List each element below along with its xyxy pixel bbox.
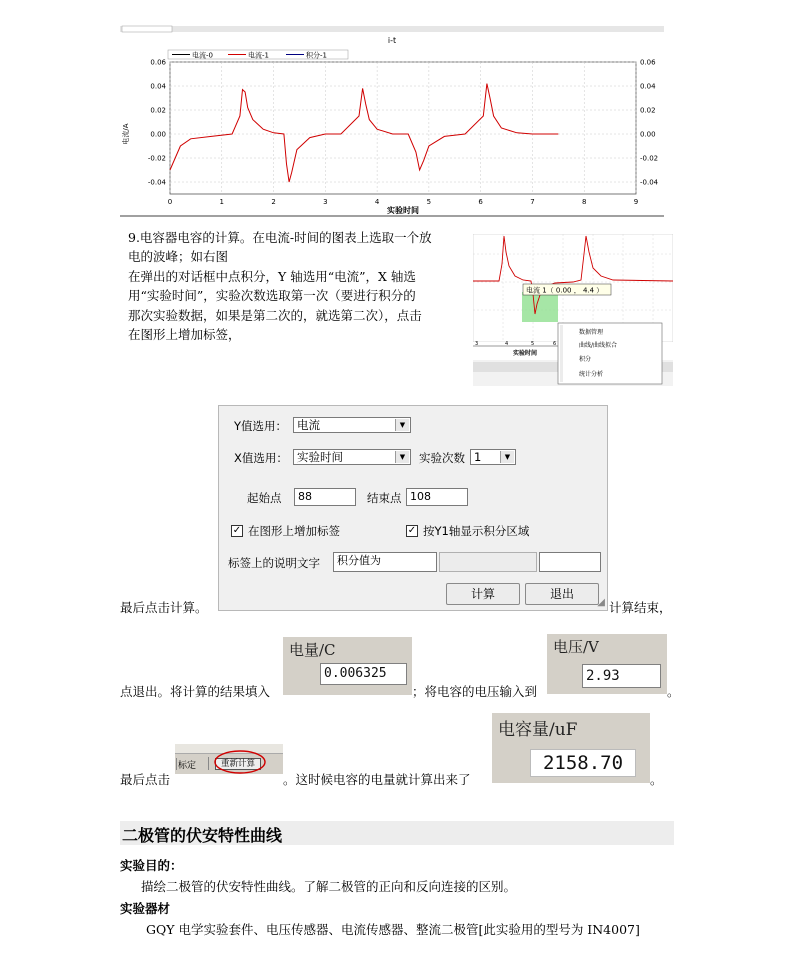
legend-item-2: 积分-1	[306, 51, 327, 60]
x-tick-label: 5	[426, 198, 432, 206]
calculate-button[interactable]: 计算	[446, 583, 520, 605]
start-point-input[interactable]: 88	[294, 488, 356, 506]
text-calc-done: 计算结束，	[609, 600, 672, 615]
text-click-exit: 点退出。将计算的结果填入	[120, 684, 271, 699]
step-9-line: 9.电容器电容的计算。在电流-时间的图表上选取一个放	[128, 230, 432, 245]
text-last-click: 最后点击	[120, 772, 171, 787]
y-select[interactable]	[293, 417, 411, 433]
chart-legend	[168, 50, 348, 60]
y-tick-label: 0.06	[150, 58, 166, 67]
end-point-label: 结束点	[367, 491, 402, 505]
step-9-line: 电的波峰；如右图	[128, 249, 229, 265]
exit-button[interactable]: 退出	[525, 583, 599, 605]
x-tick-label: 6	[478, 198, 483, 206]
y2-tick-label: 0.06	[640, 58, 656, 67]
step-9-line: 那次实验数据，如果是第二次的，就选第二次），点击	[128, 307, 422, 323]
equipment-text: GQY 电学实验套件、电压传感器、电流传感器、整流二极管[此实验用的型号为 IN4007]	[146, 922, 640, 937]
x-axis-label: 实验时间	[387, 206, 419, 215]
mini-x-tick: 4	[505, 341, 509, 347]
x-tick-label: 2	[271, 198, 276, 206]
section-title: 二极管的伏安特性曲线	[122, 826, 283, 845]
mini-x-tick: 6	[553, 341, 557, 347]
y2-tick-label: -0.02	[640, 154, 659, 163]
y2-tick-label: 0.00	[640, 130, 656, 139]
menu-item-integral[interactable]: 积分	[579, 356, 592, 363]
mini-x-label: 实验时间	[513, 350, 538, 357]
show-area-checkbox-label: 按Y1轴显示积分区域	[423, 524, 530, 538]
run-count-select[interactable]	[470, 449, 516, 465]
y-axis-label: 电流/A	[122, 123, 130, 145]
y2-tick-label: -0.04	[640, 178, 659, 187]
label-desc-input[interactable]: 积分值为	[333, 552, 437, 572]
y-tick-label: 0.04	[150, 82, 166, 91]
step-9-line: 在图形上增加标签，	[128, 327, 241, 343]
label-desc-label: 标签上的说明文字	[228, 556, 320, 570]
plot-area	[170, 62, 636, 194]
x-tick-label: 0	[167, 198, 173, 206]
capacitance-caption: 电容量/uF	[498, 720, 578, 740]
mini-x-tick: 3	[475, 341, 479, 347]
show-area-checkbox[interactable]: ✓	[407, 525, 417, 536]
x-tick-label: 9	[633, 198, 639, 206]
current-time-chart	[120, 22, 664, 218]
y-tick-label: -0.02	[147, 154, 166, 163]
x-tick-label: 7	[530, 198, 535, 206]
menu-item-curve-fit[interactable]: 曲线/曲线拟合	[579, 342, 618, 349]
context-menu	[558, 323, 662, 384]
step-9-line: 用“实验时间”，实验次数选取第一次（要进行积分的	[128, 288, 416, 304]
y2-tick-label: 0.04	[640, 82, 656, 91]
text-last-click-calc: 最后点击计算。	[120, 600, 208, 615]
y-tick-label: 0.02	[150, 106, 166, 115]
add-label-checkbox[interactable]: ✓	[232, 525, 242, 536]
x-select-value: 实验时间	[297, 450, 343, 464]
voltage-box	[547, 634, 667, 694]
text-then-computed: 。这时候电容的电量就计算出来了	[283, 772, 471, 787]
charge-value: 0.006325	[320, 663, 407, 685]
chevron-down-icon[interactable]: ▼	[395, 419, 409, 431]
y-select-value: 电流	[297, 418, 320, 432]
label-extra-input[interactable]	[539, 552, 601, 572]
legend-item-1: 电流-1	[248, 51, 269, 60]
tooltip-text: 电流 1（ 0.00 ， 4.4 ）	[526, 286, 604, 295]
purpose-text: 描绘二极管的伏安特性曲线。了解二极管的正向和反向连接的区别。	[141, 879, 517, 894]
toolbar-snippet	[175, 744, 283, 774]
x-tick-label: 4	[374, 198, 380, 206]
integral-highlight-region	[522, 292, 558, 322]
mini-x-tick: 5	[531, 341, 535, 347]
capacitance-value: 2158.70	[530, 749, 636, 777]
toolbar-strip	[120, 26, 664, 32]
label-value-field	[439, 552, 537, 572]
recalculate-button[interactable]: 重新计算	[215, 758, 261, 770]
menu-item-statistics[interactable]: 统计分析	[579, 371, 604, 378]
y2-tick-label: 0.02	[640, 106, 656, 115]
x-select[interactable]	[293, 449, 411, 465]
y-select-label: Y值选用：	[234, 419, 288, 433]
run-count-value: 1	[474, 450, 482, 464]
x-tick-label: 3	[323, 198, 328, 206]
run-count-label: 实验次数	[419, 451, 465, 465]
y-tick-label: -0.04	[147, 178, 166, 187]
add-label-checkbox-label: 在图形上增加标签	[248, 524, 340, 538]
x-tick-label: 1	[219, 198, 225, 206]
context-menu-screenshot	[473, 234, 673, 386]
voltage-caption: 电压/V	[553, 638, 599, 656]
capacitance-box	[492, 713, 650, 783]
chevron-down-icon[interactable]: ▼	[395, 451, 409, 463]
text-period-1: 。	[667, 684, 680, 699]
start-point-label: 起始点	[247, 491, 282, 505]
purpose-heading: 实验目的：	[120, 858, 183, 873]
text-voltage-input: ；将电容的电压输入到	[412, 684, 538, 699]
text-period-2: 。	[650, 772, 663, 787]
integral-dialog	[218, 405, 608, 611]
chevron-down-icon[interactable]: ▼	[500, 451, 514, 463]
end-point-input[interactable]: 108	[406, 488, 468, 506]
highlight-circle	[213, 748, 271, 774]
x-select-label: X值选用：	[234, 451, 288, 465]
voltage-value: 2.93	[582, 664, 661, 688]
legend-item-0: 电流-0	[192, 51, 213, 60]
context-menu-screenshot-svg	[473, 234, 673, 386]
step-9-line: 在弹出的对话框中点积分，Y 轴选用“电流”，X 轴选	[128, 268, 416, 284]
charge-box	[283, 637, 412, 695]
current-time-chart-svg	[120, 22, 664, 218]
menu-item-data-management[interactable]: 数据管理	[579, 329, 604, 336]
x-tick-label: 8	[581, 198, 587, 206]
y-tick-label: 0.00	[150, 130, 166, 139]
step-9-paragraph	[128, 228, 464, 344]
chart-title: i-t	[387, 36, 397, 45]
tab-calibrate[interactable]: 标定	[178, 761, 197, 771]
charge-caption: 电量/C	[289, 641, 336, 659]
resize-grip-icon[interactable]: ◢	[597, 597, 605, 608]
equipment-heading: 实验器材	[120, 901, 171, 916]
